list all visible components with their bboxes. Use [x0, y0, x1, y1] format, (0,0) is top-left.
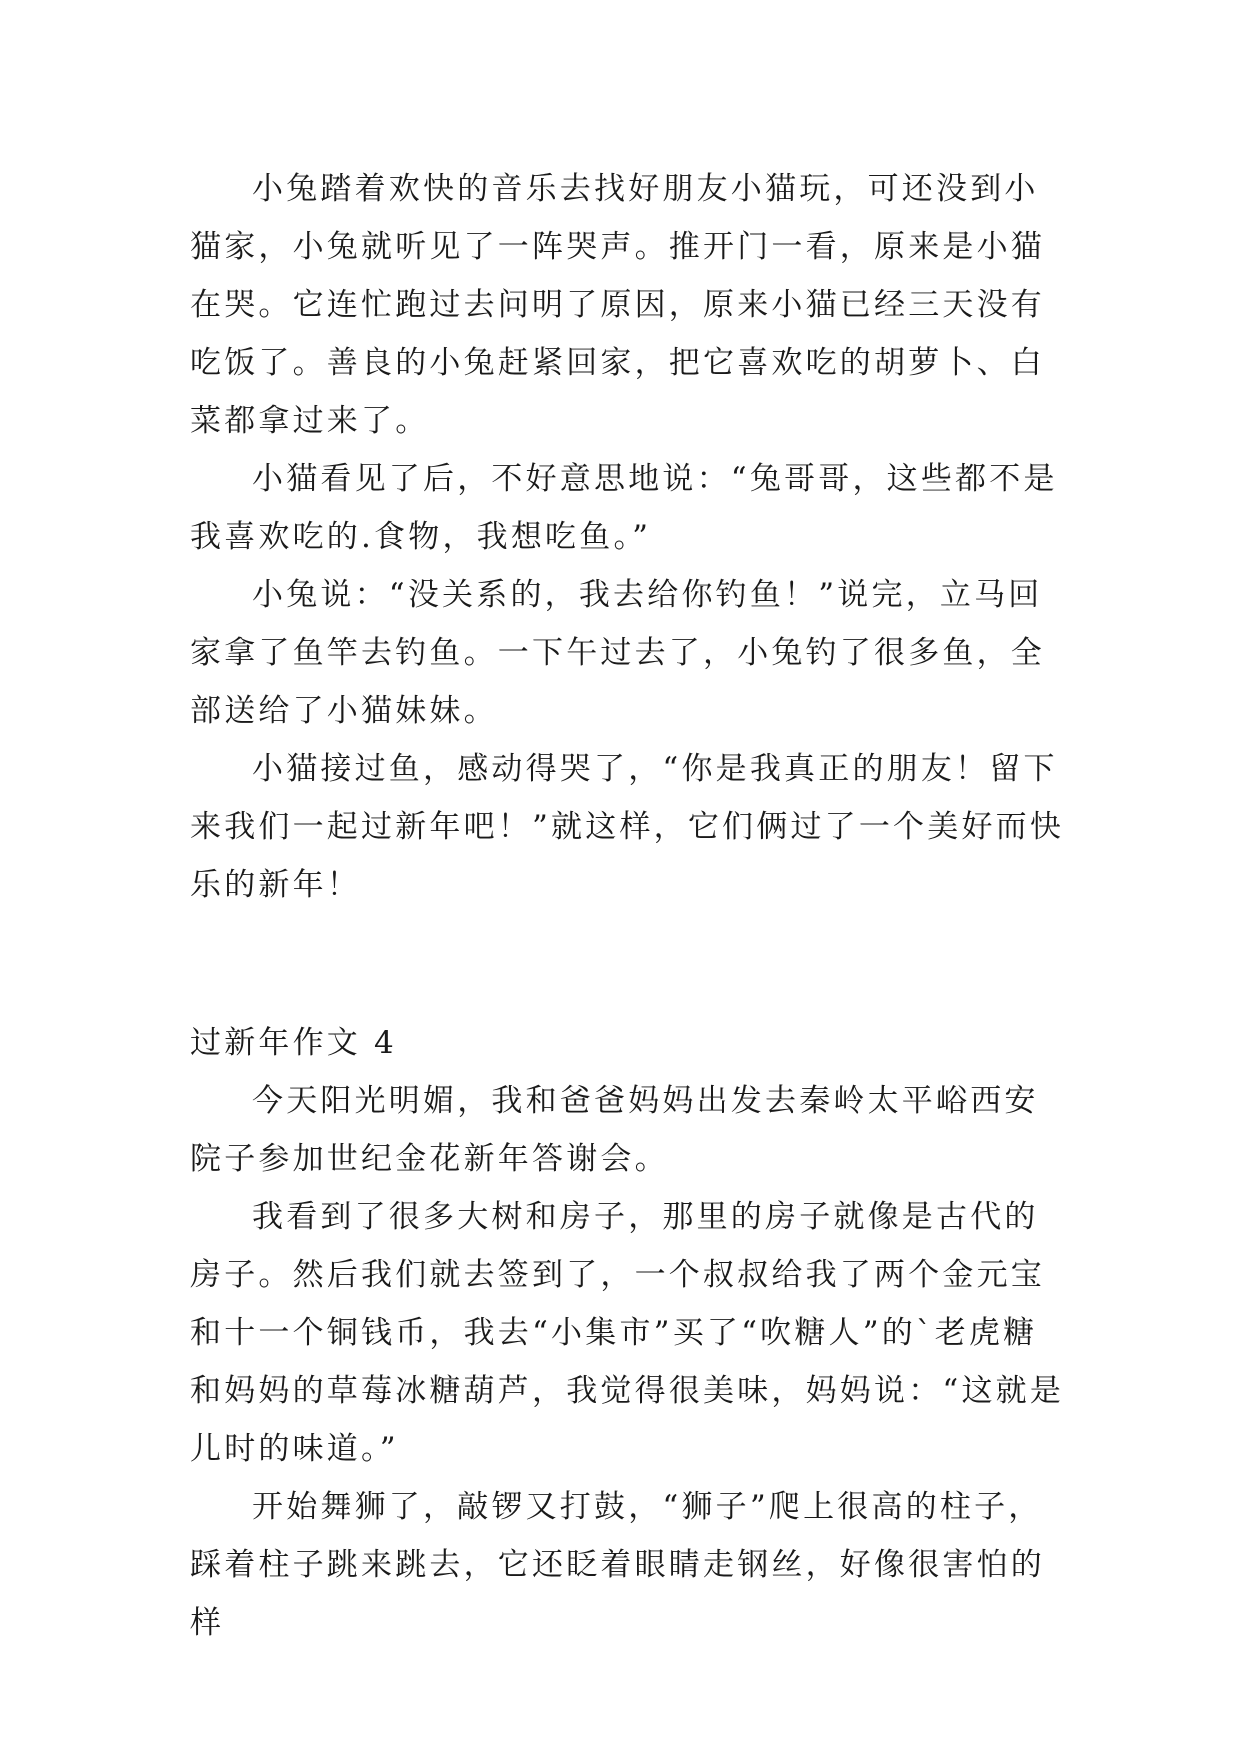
- document-body: [190, 160, 1070, 1652]
- story-paragraph-2: 小猫看见了后，不好意思地说：“兔哥哥，这些都不是我喜欢吃的.食物，我想吃鱼。”: [190, 461, 1058, 555]
- essay-paragraph-3: 开始舞狮了，敲锣又打鼓，“狮子”爬上很高的柱子，踩着柱子跳来跳去，它还眨着眼睛走钢丝，好像很害怕的样: [190, 1489, 1045, 1641]
- story-paragraph-4: 小猫接过鱼，感动得哭了，“你是我真正的朋友！留下来我们一起过新年吧！”就这样，它们俩过了一个美好而快乐的新年！: [190, 751, 1065, 903]
- essay-paragraph-2: 我看到了很多大树和房子，那里的房子就像是古代的房子。然后我们就去签到了，一个叔叔给我了两个金元宝和十一个铜钱币，我去“小集市”买了“吹糖人”的`老虎糖和妈妈的草莓冰糖葫芦，我觉得很美味，妈妈说：“这就是儿时的味道。”: [190, 1199, 1065, 1467]
- story-paragraph-1: 小兔踏着欢快的音乐去找好朋友小猫玩，可还没到小猫家，小兔就听见了一阵哭声。推开门一看，原来是小猫在哭。它连忙跑过去问明了原因，原来小猫已经三天没有吃饭了。善良的小兔赶紧回家，把它喜欢吃的胡萝卜、白菜都拿过来了。: [190, 171, 1045, 439]
- story-paragraph-3: 小兔说：“没关系的，我去给你钓鱼！”说完，立马回家拿了鱼竿去钓鱼。一下午过去了，小兔钓了很多鱼，全部送给了小猫妹妹。: [190, 577, 1045, 729]
- essay-paragraph-1: 今天阳光明媚，我和爸爸妈妈出发去秦岭太平峪西安院子参加世纪金花新年答谢会。: [190, 1083, 1039, 1177]
- section-title: 过新年作文 4: [190, 1025, 397, 1061]
